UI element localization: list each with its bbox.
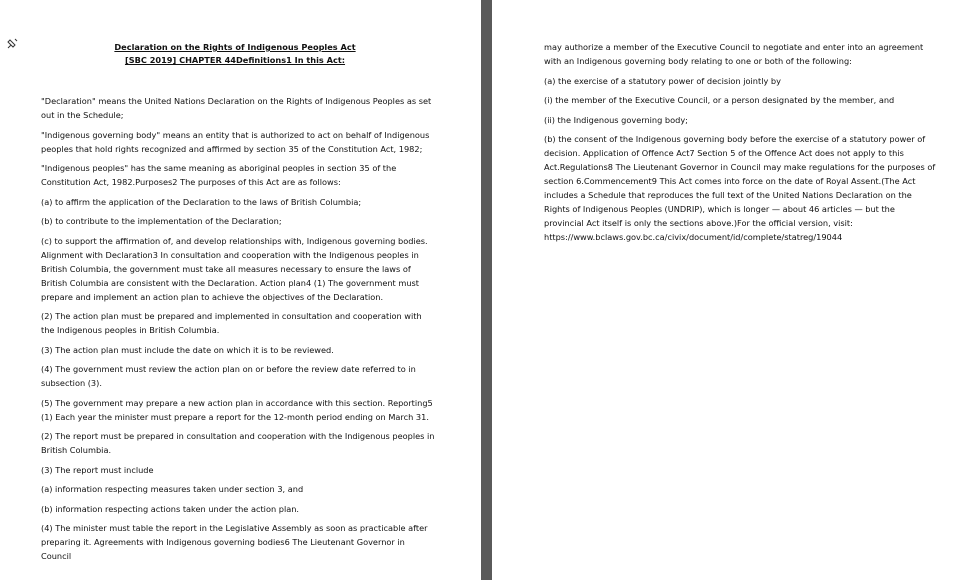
paragraph: (2) The action plan must be prepared and implemented in consultation and cooperation with the Indigenous peoples in British Columbia. [41, 311, 422, 335]
paragraph: (b) to contribute to the implementation of the Declaration; [41, 216, 282, 226]
pen-cursor-icon [6, 36, 20, 50]
document-title [100, 41, 370, 67]
title-line-2: [SBC 2019] CHAPTER 44Definitions1 In this Act: [124, 55, 346, 65]
paragraph: (a) the exercise of a statutory power of decision jointly by [544, 75, 781, 86]
right-body [544, 40, 936, 250]
paragraph: "Indigenous peoples" has the same meaning as aboriginal peoples in section 35 of the Constitution Act, 1982.Purposes2 The purposes of this Act are as follows: [41, 163, 397, 187]
paragraph: "Declaration" means the United Nations Declaration on the Rights of Indigenous Peoples as set out in the Schedule; [41, 96, 432, 120]
paragraph: (i) the member of the Executive Council, or a person designated by the member, and [544, 95, 895, 105]
paragraph: (a) to affirm the application of the Declaration to the laws of British Columbia; [41, 196, 362, 207]
left-body [41, 94, 437, 569]
page-gutter [481, 0, 492, 580]
paragraph: (c) to support the affirmation of, and develop relationships with, Indigenous governing bodies. Alignment with Declaration3 In consultation and cooperation with the Indigenous peoples in British Columbia, the government must take all measures necessary to ensure the laws of British Columbia are consistent with the Declaration. Action plan4 (1) The government must prepare and implement an action plan to achieve the objectives of the Declaration. [41, 235, 428, 302]
paragraph: (3) The report must include [41, 464, 154, 475]
paragraph: (3) The action plan must include the date on which it is to be reviewed. [41, 344, 334, 355]
paragraph: (5) The government may prepare a new action plan in accordance with this section. Reporting5 (1) Each year the minister must prepare a report for the 12-month period ending on March 31. [41, 397, 433, 422]
paragraph: "Indigenous governing body" means an entity that is authorized to act on behalf of Indigenous peoples that hold rights recognized and affirmed by section 35 of the Constitution Act, 1982; [41, 129, 430, 154]
paragraph: (4) The government must review the action plan on or before the review date referred to in subsection (3). [41, 364, 416, 388]
paragraph: (b) the consent of the Indigenous governing body before the exercise of a statutory power of decision. Application of Offence Act7 Section 5 of the Offence Act does not apply to this Act.Regulations8 The Lieutenant Governor in Council may make regulations for the purposes of section 6.Commencement9 This Act comes into force on the date of Royal Assent.(The Act includes a Schedule that reproduces the full text of the United Nations Declaration on the Rights of Indigenous Peoples (UNDRIP), which is longer — about 46 articles — but the provincial Act itself is only the sections above.)For the official version, visit: https://www.bclaws.gov.bc.ca/civix/document/id/complete/statreg/19044 [544, 134, 936, 242]
document-page-left[interactable] [0, 0, 481, 580]
paragraph: (2) The report must be prepared in consultation and cooperation with the Indigenous peoples in British Columbia. [41, 431, 435, 455]
title-line-1: Declaration on the Rights of Indigenous Peoples Act [114, 42, 356, 52]
paragraph: may authorize a member of the Executive Council to negotiate and enter into an agreement with an Indigenous governing body relating to one or both of the following: [544, 42, 924, 66]
document-page-right[interactable] [492, 0, 975, 580]
paragraph: (4) The minister must table the report in the Legislative Assembly as soon as practicable after preparing it. Agreements with Indigenous governing bodies6 The Lieutenant Governor in Council [41, 523, 428, 561]
paragraph: (ii) the Indigenous governing body; [544, 114, 688, 125]
paragraph: (b) information respecting actions taken under the action plan. [41, 503, 300, 514]
paragraph: (a) information respecting measures taken under section 3, and [41, 484, 304, 494]
